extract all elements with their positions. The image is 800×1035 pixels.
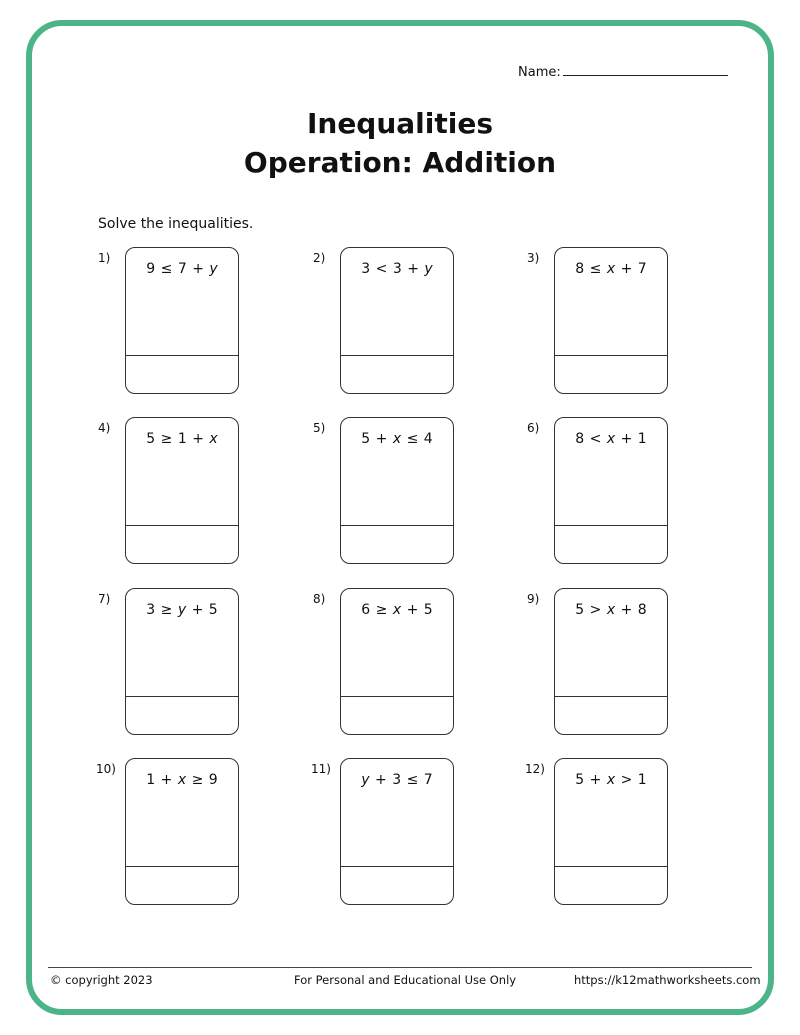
- problem-number: 5): [313, 421, 326, 435]
- problem-number: 6): [527, 421, 540, 435]
- inequality-expression: 5 + x > 1: [575, 772, 647, 788]
- answer-box[interactable]: [125, 247, 239, 394]
- problem-number: 1): [98, 251, 111, 265]
- inequality-expression: 5 ≥ 1 + x: [146, 431, 218, 447]
- problem-number: 4): [98, 421, 111, 435]
- problem-number: 12): [525, 762, 545, 776]
- answer-divider: [126, 866, 238, 867]
- answer-divider: [555, 696, 667, 697]
- problem-number: 9): [527, 592, 540, 606]
- answer-divider: [126, 696, 238, 697]
- answer-divider: [341, 525, 453, 526]
- inequality-expression: 5 > x + 8: [575, 602, 647, 618]
- inequality-expression: y + 3 ≤ 7: [361, 772, 433, 788]
- answer-box[interactable]: [554, 758, 668, 905]
- answer-box[interactable]: [340, 417, 454, 564]
- answer-divider: [341, 696, 453, 697]
- inequality-expression: 3 ≥ y + 5: [146, 602, 218, 618]
- name-label: Name:: [518, 65, 561, 80]
- worksheet-subtitle: Operation: Addition: [243, 146, 557, 179]
- footer-copyright: © copyright 2023: [50, 973, 153, 987]
- answer-box[interactable]: [340, 247, 454, 394]
- answer-box[interactable]: [125, 588, 239, 735]
- footer-usage: For Personal and Educational Use Only: [294, 973, 517, 987]
- answer-divider: [555, 866, 667, 867]
- footer-divider: [48, 967, 752, 968]
- answer-box[interactable]: [554, 247, 668, 394]
- worksheet-title: Inequalities: [306, 107, 494, 140]
- inequality-expression: 9 ≤ 7 + y: [146, 261, 218, 277]
- answer-divider: [555, 525, 667, 526]
- footer-website[interactable]: https://k12mathworksheets.com: [574, 973, 761, 987]
- answer-box[interactable]: [125, 417, 239, 564]
- answer-box[interactable]: [340, 758, 454, 905]
- inequality-expression: 5 + x ≤ 4: [361, 431, 433, 447]
- answer-box[interactable]: [554, 417, 668, 564]
- problem-number: 11): [311, 762, 331, 776]
- problem-number: 7): [98, 592, 111, 606]
- problem-number: 8): [313, 592, 326, 606]
- problem-number: 2): [313, 251, 326, 265]
- answer-divider: [126, 355, 238, 356]
- inequality-expression: 6 ≥ x + 5: [361, 602, 433, 618]
- problem-number: 3): [527, 251, 540, 265]
- inequality-expression: 3 < 3 + y: [361, 261, 433, 277]
- instructions: Solve the inequalities.: [98, 216, 254, 232]
- problem-number: 10): [96, 762, 116, 776]
- inequality-expression: 1 + x ≥ 9: [146, 772, 218, 788]
- answer-divider: [555, 355, 667, 356]
- answer-box[interactable]: [125, 758, 239, 905]
- name-blank-line[interactable]: [563, 62, 728, 76]
- answer-divider: [341, 355, 453, 356]
- answer-divider: [341, 866, 453, 867]
- answer-box[interactable]: [340, 588, 454, 735]
- answer-divider: [126, 525, 238, 526]
- name-field[interactable]: [518, 62, 728, 80]
- inequality-expression: 8 < x + 1: [575, 431, 647, 447]
- inequality-expression: 8 ≤ x + 7: [575, 261, 647, 277]
- answer-box[interactable]: [554, 588, 668, 735]
